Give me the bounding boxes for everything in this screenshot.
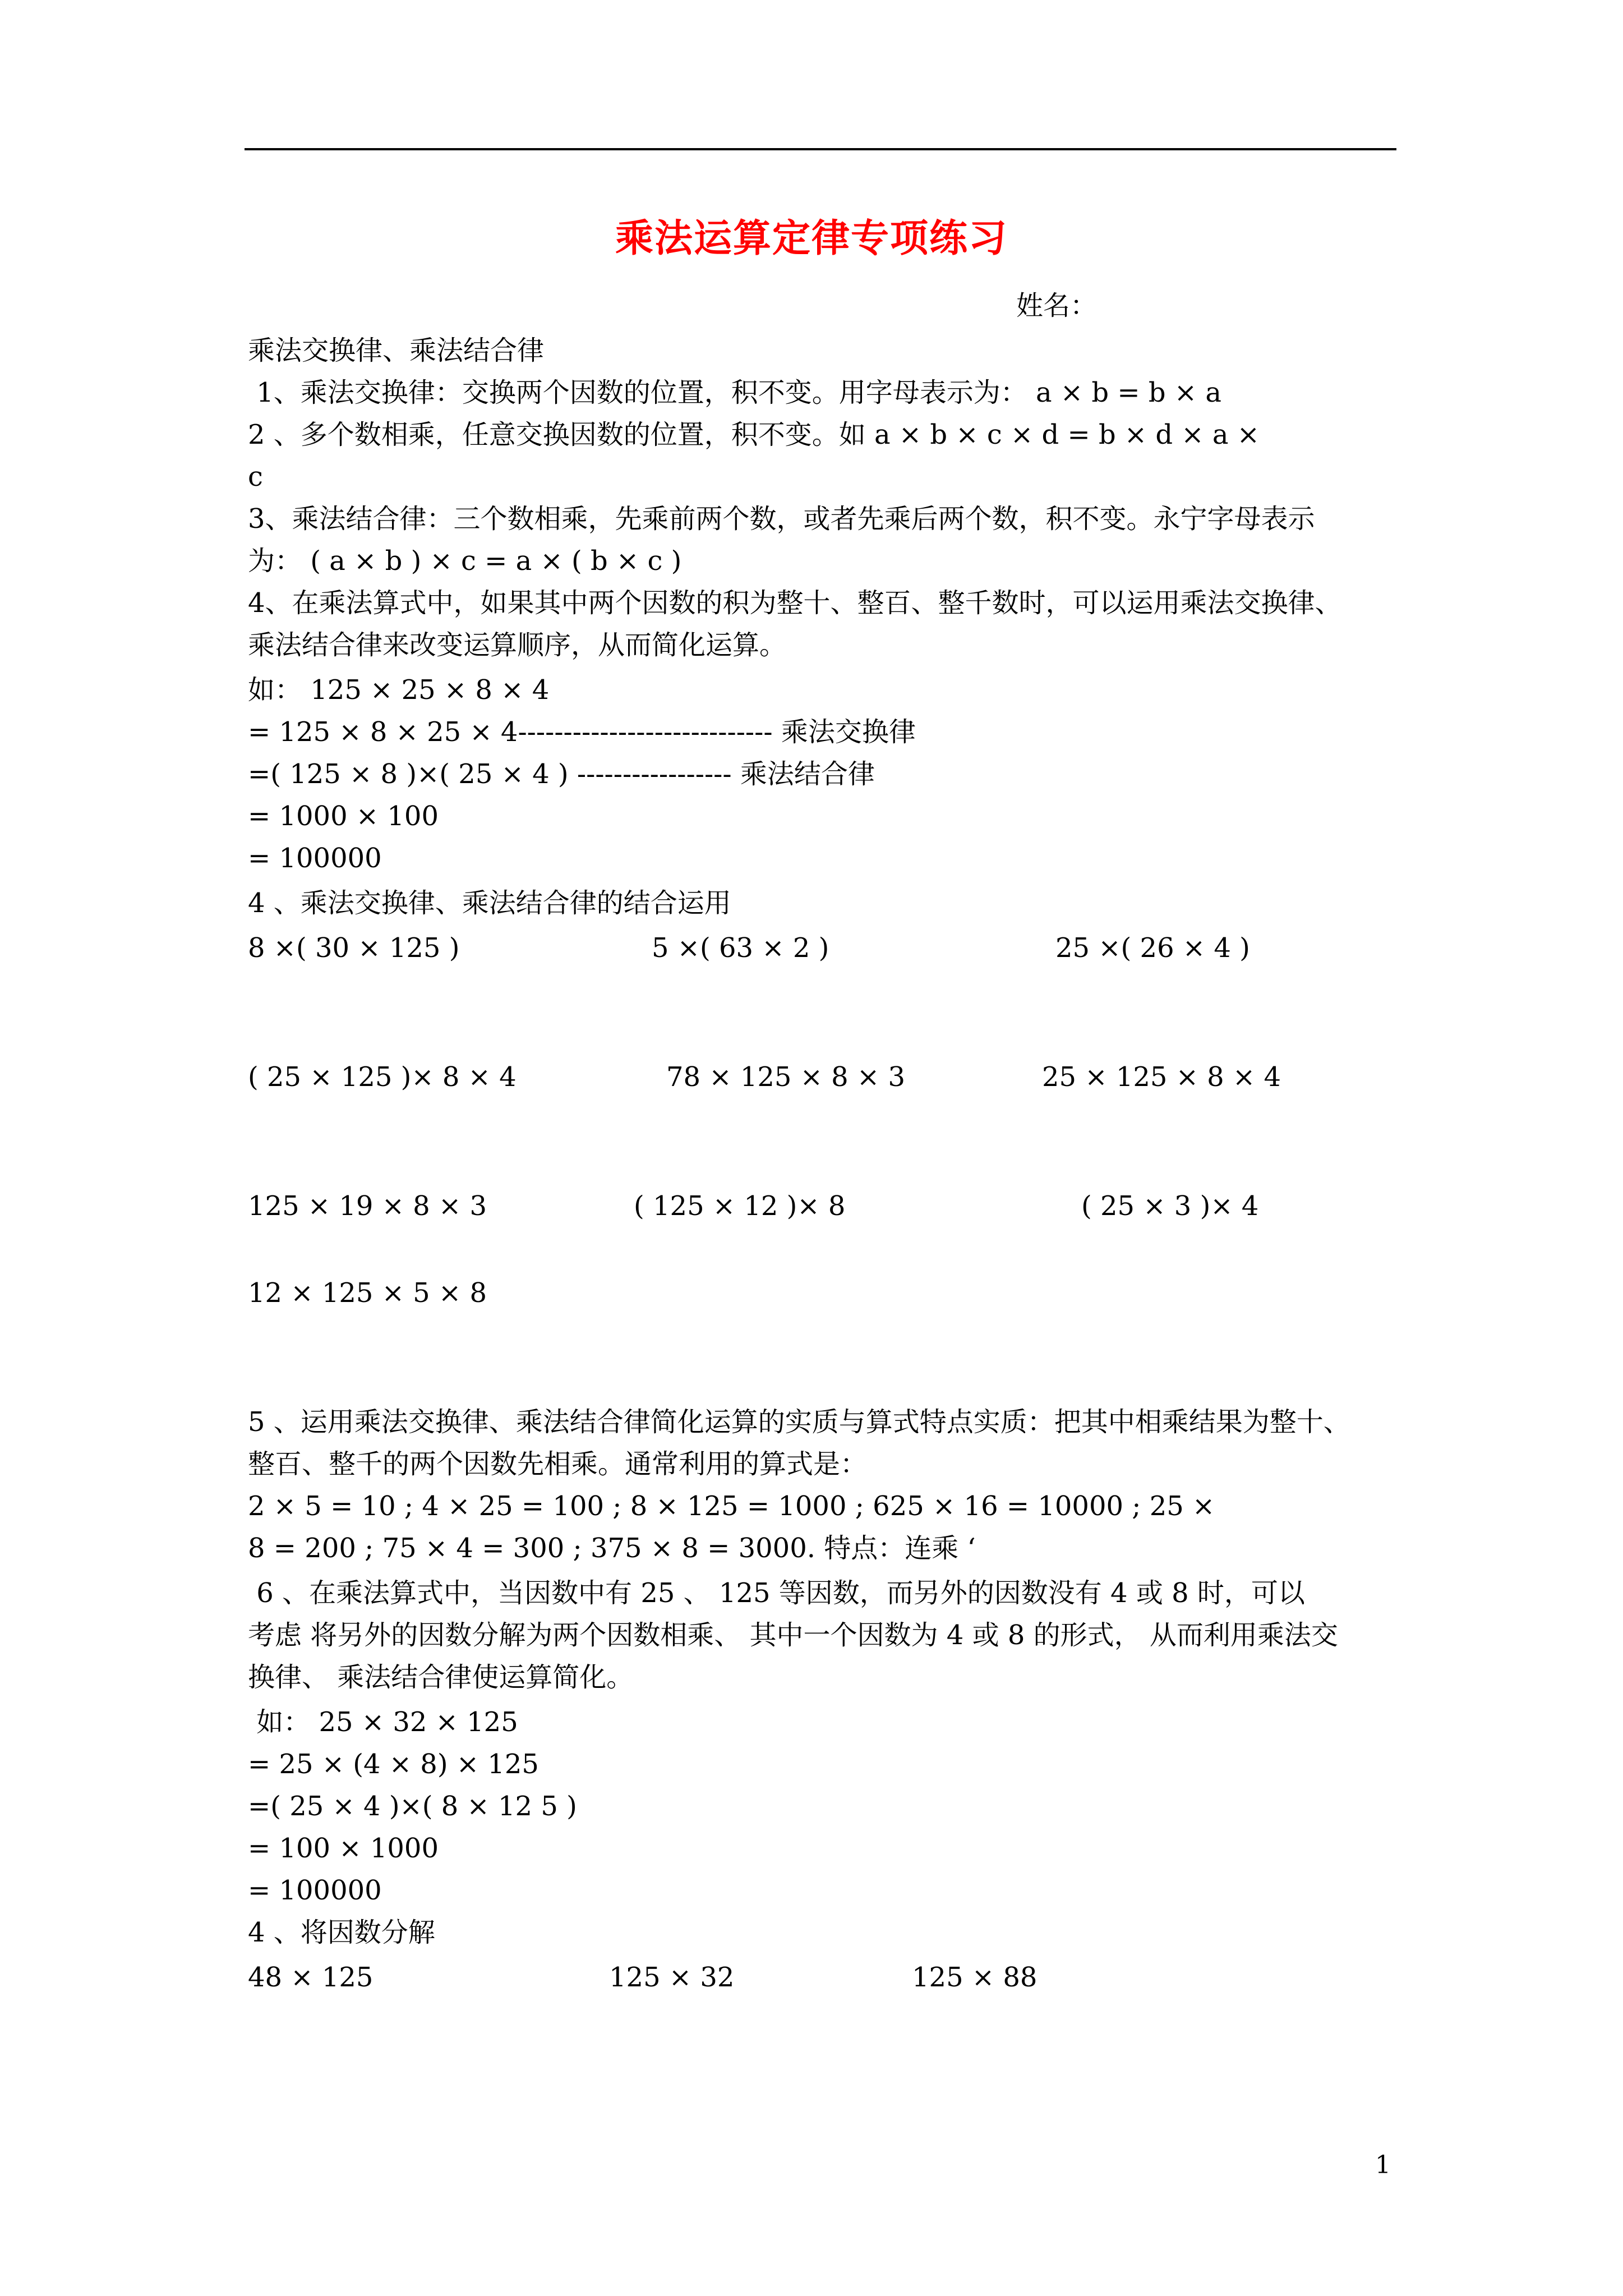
section-heading: 乘法交换律、乘法结合律 [248,335,545,366]
text-line: 乘法结合律来改变运算顺序，从而简化运算。 [248,629,787,661]
example-line: = 125 × 8 × 25 × 4---------------------------- 乘法交换律 [248,716,916,748]
exercise-item: 125 × 32 [609,1962,735,1993]
text-line: 5 、运用乘法交换律、乘法结合律简化运算的实质与算式特点实质：把其中相乘结果为整十、 [248,1406,1350,1438]
header-rule [245,148,1396,150]
text-line: 2 × 5 = 10 ; 4 × 25 = 100 ; 8 × 125 = 1000 ; 625 × 16 = 10000 ; 25 × [248,1490,1215,1522]
example-line: 如： 125 × 25 × 8 × 4 [248,674,550,706]
text-line: 为： ( a × b ) × c = a × ( b × c ) [248,545,682,577]
example-line: 如： 25 × 32 × 125 [248,1706,518,1738]
exercise-item: 78 × 125 × 8 × 3 [666,1061,905,1093]
example-line: = 1000 × 100 [248,800,439,832]
page-title: 乘法运算定律专项练习 [615,216,1008,261]
exercise-item: 25 × 125 × 8 × 4 [1042,1061,1281,1093]
text-line: 换律、 乘法结合律使运算简化。 [248,1662,634,1693]
example-line: =( 25 × 4 )×( 8 × 12 5 ) [248,1791,577,1822]
exercise-item: ( 25 × 3 )× 4 [1081,1190,1259,1222]
exercise-item: ( 25 × 125 )× 8 × 4 [248,1061,517,1093]
example-line: =( 125 × 8 )×( 25 × 4 ) ----------------- 乘法结合律 [248,758,875,790]
example-line: = 100000 [248,843,382,874]
example-line: = 25 × (4 × 8) × 125 [248,1749,539,1780]
section-heading: 4 、乘法交换律、乘法结合律的结合运用 [248,887,731,919]
exercise-item: 125 × 19 × 8 × 3 [248,1190,487,1222]
text-line: c [248,461,263,493]
name-label: 姓名： [1016,290,1098,321]
exercise-item: 125 × 88 [912,1962,1038,1993]
example-line: = 100000 [248,1875,382,1906]
text-line: 3、乘法结合律：三个数相乘，先乘前两个数，或者先乘后两个数，积不变。永宁字母表示 [248,503,1315,535]
text-line: 4、在乘法算式中，如果其中两个因数的积为整十、整百、整千数时，可以运用乘法交换律、 [248,587,1342,619]
page-number: 1 [1375,2151,1391,2179]
text-line: 整百、整千的两个因数先相乘。通常利用的算式是： [248,1448,868,1480]
text-line: 2 、多个数相乘，任意交换因数的位置，积不变。如 a × b × c × d = b × d × a × [248,419,1260,450]
section-heading: 4 、将因数分解 [248,1917,435,1948]
exercise-item: ( 125 × 12 )× 8 [634,1190,846,1222]
exercise-item: 5 ×( 63 × 2 ) [652,932,829,964]
text-line: 考虑 将另外的因数分解为两个因数相乘、 其中一个因数为 4 或 8 的形式， 从而利用乘法交 [248,1619,1338,1651]
exercise-item: 48 × 125 [248,1962,374,1993]
text-line: 6 、在乘法算式中，当因数中有 25 、 125 等因数，而另外的因数没有 4 或 8 时，可以 [248,1577,1305,1609]
text-line: 1、乘法交换律：交换两个因数的位置，积不变。用字母表示为： a × b = b × a [248,377,1221,408]
exercise-item: 25 ×( 26 × 4 ) [1055,932,1250,964]
example-line: = 100 × 1000 [248,1833,439,1864]
exercise-item: 12 × 125 × 5 × 8 [248,1277,487,1309]
exercise-item: 8 ×( 30 × 125 ) [248,932,460,964]
text-line: 8 = 200 ; 75 × 4 = 300 ; 375 × 8 = 3000. 特点：连乘 ‘ [248,1533,976,1564]
